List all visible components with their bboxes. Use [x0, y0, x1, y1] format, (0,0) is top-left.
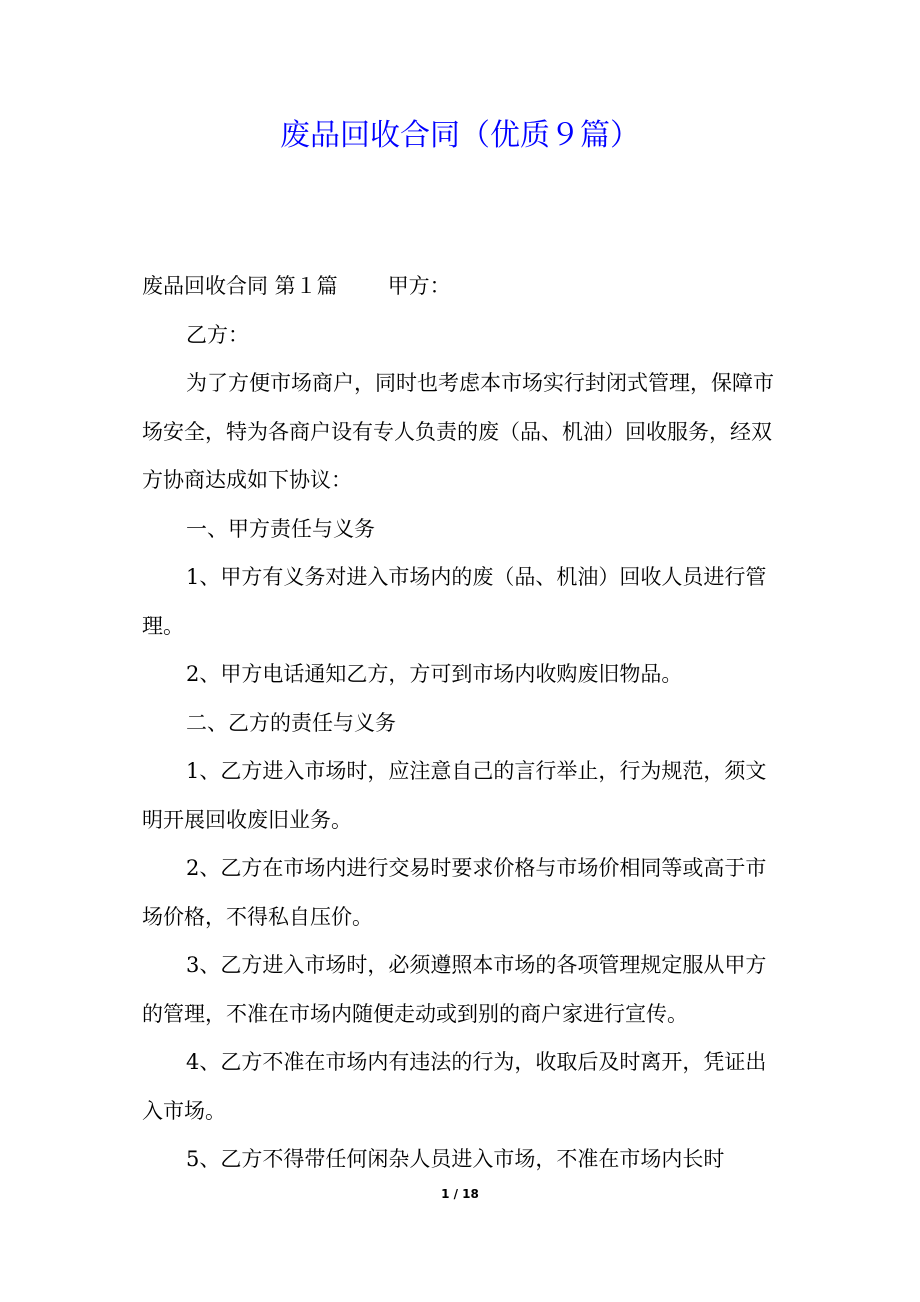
heading-party-b-duties: 二、乙方的责任与义务: [186, 710, 396, 735]
section-heading-line: [142, 262, 787, 311]
document-title: 废品回收合同（优质９篇）: [280, 118, 640, 153]
clause-a-1: 1、甲方有义务对进入市场内的废（品、机油）回收人员进行管理。: [142, 565, 767, 638]
clause-a-2: 2、甲方电话通知乙方，方可到市场内收购废旧物品。: [186, 662, 683, 686]
clause-b-3: 3、乙方进入市场时，必须遵照本市场的各项管理规定服从甲方的管理，不准在市场内随便走动或到别的商户家进行宣传。: [142, 953, 767, 1026]
page-indicator: 1 / 18: [441, 1187, 479, 1201]
clause-b-5: 5、乙方不得带任何闲杂人员进入市场，不准在市场内长时: [186, 1147, 725, 1171]
clause-b-2: 2、乙方在市场内进行交易时要求价格与市场价相同等或高于市场价格，不得私自压价。: [142, 856, 767, 929]
party-a-label: 甲方：: [387, 274, 451, 298]
clause-b-4: 4、乙方不准在市场内有违法的行为，收取后及时离开，凭证出入市场。: [142, 1050, 767, 1123]
party-b-label: 乙方：: [186, 322, 249, 347]
clause-b-1: 1、乙方进入市场时，应注意自己的言行举止，行为规范，须文明开展回收废旧业务。: [142, 759, 767, 832]
heading-party-a-duties: 一、甲方责任与义务: [186, 516, 375, 541]
document-body: [142, 262, 787, 1184]
section-heading: 废品回收合同 第１篇: [142, 274, 338, 298]
paragraph-preamble: 为了方便市场商户，同时也考虑本市场实行封闭式管理，保障市场安全，特为各商户设有专人负责的废（品、机油）回收服务，经双方协商达成如下协议：: [142, 371, 774, 492]
